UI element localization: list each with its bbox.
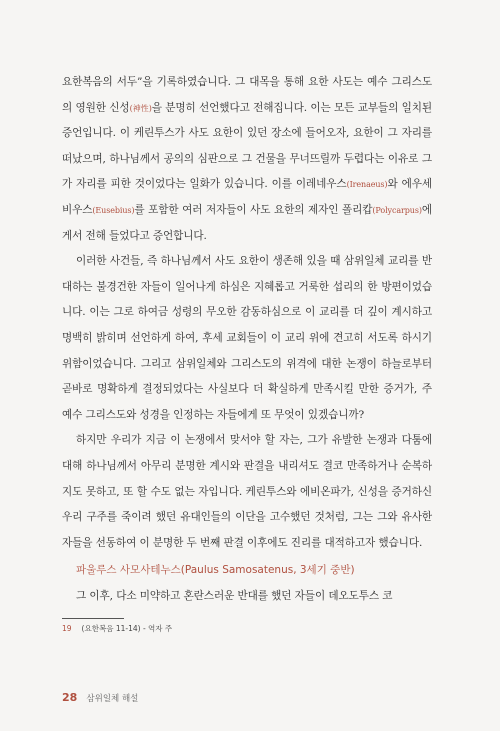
page-number: 28 [62,691,78,704]
paragraph-4: 그 이후, 다소 미약하고 혼란스러운 반대를 했던 자들이 데오도투스 코 [76,590,393,602]
text-run: 를 포함한 여러 저자들이 사도 요한의 제자인 폴리캅 [134,203,373,216]
page-footer [62,686,138,705]
annotation: (神性) [129,103,152,113]
running-title: 삼위일체 해설 [86,694,139,704]
paragraph-3 [62,428,432,556]
text-run: 요한복음의 서두”을 기록하였습니다. 그 대목을 통해 요한 사도는 예수 그리스도의 영원한 신성 [62,76,432,114]
section-heading: 파울루스 사모사테누스(Paulus Samosatenus, 3세기 중반) [76,564,355,576]
text-run: 하지만 우리가 지금 이 논쟁에서 맞서야 할 자는, 그가 유발한 논쟁과 다툼에 대해 하나님께서 아무리 분명한 계시와 판결을 내리셔도 결코 만족하거나 순복하지도 못하고, 또 할 수도 없는 자입니다. 케린투스와 에비온파가, 신성을 증거하신 우리 구주를 죽이려 했던 유대인들의 이단을 고수했던 것처럼, 그는 그와 유사한 자들을 선동하여 이 분명한 두 번째 판결 이후에도 진리를 대적하고자 했습니다. [62,434,432,549]
footnote [62,623,172,634]
annotation: (Polycarpus) [372,205,422,215]
annotation: (Eusebius) [92,205,135,215]
text-run: 이러한 사건들, 즉 하나님께서 사도 요한이 생존해 있을 때 삼위일체 교리를 반대하는 불경건한 자들이 일어나게 하심은 지혜롭고 거룩한 섭리의 한 방편이었습니다. 이는 그로 하여금 성령의 무오한 감동하심으로 이 교리를 더 깊이 계시하고 명백히 밝히며 선언하게 하여, 후세 교회들이 이 교리 위에 견고히 서도록 하시기 위함이었습니다. 그리고 삼위일체와 그리스도의 위격에 대한 논쟁이 하늘로부터 곧바로 명확하게 결정되었다는 사실보다 더 확실하게 만족시킬 만한 증거가, 주 예수 그리스도와 성경을 인정하는 자들에게 또 무엇이 있겠습니까? [62,255,432,421]
paragraph-2 [62,249,432,428]
text-run: 을 분명히 선언했다고 전해집니다. 이는 모든 교부들의 일치된 증언입니다. 이 케린투스가 사도 요한이 있던 장소에 들어오자, 요한이 그 자리를 떠났으며, 하나님께서 공의의 심판으로 그 건물을 무너뜨릴까 두렵다는 이유로 그가 자리를 피한 것이었다는 일화가 있습니다. 이를 이레네우스 [62,101,433,191]
footnote-divider [62,618,124,619]
annotation: (Irenaeus) [346,180,388,190]
text-run: 와 에우세비우스 [62,178,432,216]
text-run: 에게서 전해 들었다고 증언합니다. [62,203,432,242]
footnote-number: 19 [62,624,72,633]
body-text [62,70,432,556]
footnote-text: (요한복음 11-14) - 역자 주 [81,624,173,633]
paragraph-1 [62,70,432,249]
